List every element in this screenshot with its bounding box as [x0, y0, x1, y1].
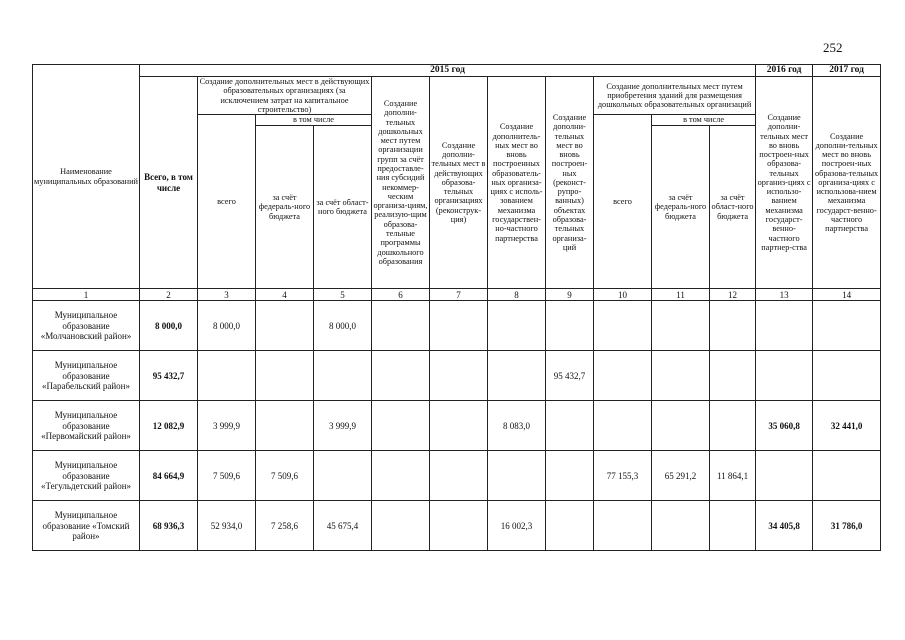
- header-regional-12: за счёт област-ного бюджета: [710, 126, 756, 289]
- value-cell: [372, 401, 430, 451]
- value-cell: [488, 301, 546, 351]
- value-cell: [546, 401, 594, 451]
- value-cell: [652, 401, 710, 451]
- value-cell: 77 155,3: [594, 451, 652, 501]
- municipality-name: Муниципальное образование «Первомайский район»: [33, 401, 140, 451]
- header-name: Наименование муниципальных образований: [33, 65, 140, 289]
- total-cell: 68 936,3: [140, 501, 198, 551]
- table-row: [33, 301, 881, 351]
- value-cell: [594, 401, 652, 451]
- value-cell: [813, 451, 881, 501]
- total-cell: 95 432,7: [140, 351, 198, 401]
- value-cell: 52 934,0: [198, 501, 256, 551]
- col-number: 12: [710, 289, 756, 301]
- header-col13: Создание дополни-тельных мест во вновь построен-ных образова-тельных организ-циях с использо-ванием механизма государст-венно-частного партнер-ства: [756, 77, 813, 289]
- value-cell: 95 432,7: [546, 351, 594, 401]
- col-number: 4: [256, 289, 314, 301]
- col-number: 14: [813, 289, 881, 301]
- value-cell: [314, 451, 372, 501]
- value-cell: [256, 401, 314, 451]
- value-cell: [652, 501, 710, 551]
- value-cell: [256, 351, 314, 401]
- value-cell: [710, 401, 756, 451]
- value-cell: [813, 301, 881, 351]
- header-total: Всего, в том числе: [140, 77, 198, 289]
- value-cell: 65 291,2: [652, 451, 710, 501]
- value-cell: [430, 501, 488, 551]
- value-cell: 8 000,0: [314, 301, 372, 351]
- value-cell: [314, 351, 372, 401]
- total-cell: 8 000,0: [140, 301, 198, 351]
- value-cell: [430, 401, 488, 451]
- value-cell: [488, 351, 546, 401]
- table-row: [33, 501, 881, 551]
- table-body: [33, 301, 881, 551]
- value-cell: [430, 451, 488, 501]
- total-cell: 12 082,9: [140, 401, 198, 451]
- value-cell: 11 864,1: [710, 451, 756, 501]
- col-number: 10: [594, 289, 652, 301]
- municipality-name: Муниципальное образование «Томский район»: [33, 501, 140, 551]
- value-cell: [546, 501, 594, 551]
- header-year-2016: 2016 год: [756, 65, 813, 77]
- header-col8: Создание дополнитель-ных мест во вновь построенных образователь-ных организа-циях с исполь-зованием механизма государствен-но-частного партнерства: [488, 77, 546, 289]
- value-cell: 8 083,0: [488, 401, 546, 451]
- value-cell: [372, 451, 430, 501]
- header-incl-2: в том числе: [652, 115, 756, 126]
- col-number: 1: [33, 289, 140, 301]
- col-number: 5: [314, 289, 372, 301]
- col-number: 13: [756, 289, 813, 301]
- header-year-2015: 2015 год: [140, 65, 756, 77]
- value-cell: 7 509,6: [198, 451, 256, 501]
- value-cell: 35 060,8: [756, 401, 813, 451]
- column-number-row: [33, 289, 881, 301]
- header-incl-1: в том числе: [256, 115, 372, 126]
- total-cell: 84 664,9: [140, 451, 198, 501]
- value-cell: [710, 501, 756, 551]
- header-col14: Создание дополни-тельных мест во вновь построен-ных образова-тельных организа-циях с использова-нием механизма государст-венно-частного партнерства: [813, 77, 881, 289]
- value-cell: [710, 351, 756, 401]
- value-cell: [372, 301, 430, 351]
- value-cell: 3 999,9: [314, 401, 372, 451]
- value-cell: 45 675,4: [314, 501, 372, 551]
- value-cell: [546, 451, 594, 501]
- value-cell: 8 000,0: [198, 301, 256, 351]
- municipality-name: Муниципальное образование «Тегульдетский район»: [33, 451, 140, 501]
- municipality-name: Муниципальное образование «Парабельский район»: [33, 351, 140, 401]
- value-cell: [372, 501, 430, 551]
- header-all-10: всего: [594, 115, 652, 289]
- header-federal-4: за счёт федераль-ного бюджета: [256, 126, 314, 289]
- header-group-existing: Создание дополнительных мест в действующих образовательных организациях (за исключением затрат на капитальное строительство): [198, 77, 372, 115]
- value-cell: [710, 301, 756, 351]
- table-row: [33, 401, 881, 451]
- value-cell: [652, 351, 710, 401]
- value-cell: [813, 351, 881, 401]
- value-cell: 31 786,0: [813, 501, 881, 551]
- value-cell: 16 002,3: [488, 501, 546, 551]
- value-cell: 7 258,6: [256, 501, 314, 551]
- value-cell: [756, 351, 813, 401]
- header-col6: Создание дополни-тельных дошкольных мест путем организации групп за счёт предоставле-ния субсидий некоммер-ческим организа-циям, реализую-щим образова-тельные программы дошкольного образования: [372, 77, 430, 289]
- value-cell: [256, 301, 314, 351]
- value-cell: [488, 451, 546, 501]
- value-cell: [198, 351, 256, 401]
- col-number: 8: [488, 289, 546, 301]
- value-cell: [594, 501, 652, 551]
- col-number: 7: [430, 289, 488, 301]
- municipality-name: Муниципальное образование «Молчановский район»: [33, 301, 140, 351]
- col-number: 11: [652, 289, 710, 301]
- value-cell: [594, 351, 652, 401]
- value-cell: [430, 351, 488, 401]
- header-group-purchase: Создание дополнительных мест путем приобретения зданий для размещения дошкольных образовательных организаций: [594, 77, 756, 115]
- value-cell: [372, 351, 430, 401]
- value-cell: [594, 301, 652, 351]
- header-federal-11: за счёт федераль-ного бюджета: [652, 126, 710, 289]
- col-number: 2: [140, 289, 198, 301]
- header-col7: Создание дополни-тельных мест в действующих образова-тельных организациях (реконструк-ция): [430, 77, 488, 289]
- value-cell: 3 999,9: [198, 401, 256, 451]
- value-cell: [652, 301, 710, 351]
- header-all-3: всего: [198, 115, 256, 289]
- funding-table: [32, 64, 881, 551]
- header-regional-5: за счёт област-ного бюджета: [314, 126, 372, 289]
- col-number: 9: [546, 289, 594, 301]
- col-number: 6: [372, 289, 430, 301]
- value-cell: [756, 301, 813, 351]
- table-row: [33, 351, 881, 401]
- header-col9: Создание дополни-тельных мест во вновь построен-ных (реконст-рупро-ванных) объектах образова-тельных организа-ций: [546, 77, 594, 289]
- table-row: [33, 451, 881, 501]
- value-cell: 34 405,8: [756, 501, 813, 551]
- page-number: 252: [823, 40, 843, 55]
- header-year-2017: 2017 год: [813, 65, 881, 77]
- value-cell: [546, 301, 594, 351]
- value-cell: [430, 301, 488, 351]
- value-cell: 32 441,0: [813, 401, 881, 451]
- col-number: 3: [198, 289, 256, 301]
- value-cell: [756, 451, 813, 501]
- value-cell: 7 509,6: [256, 451, 314, 501]
